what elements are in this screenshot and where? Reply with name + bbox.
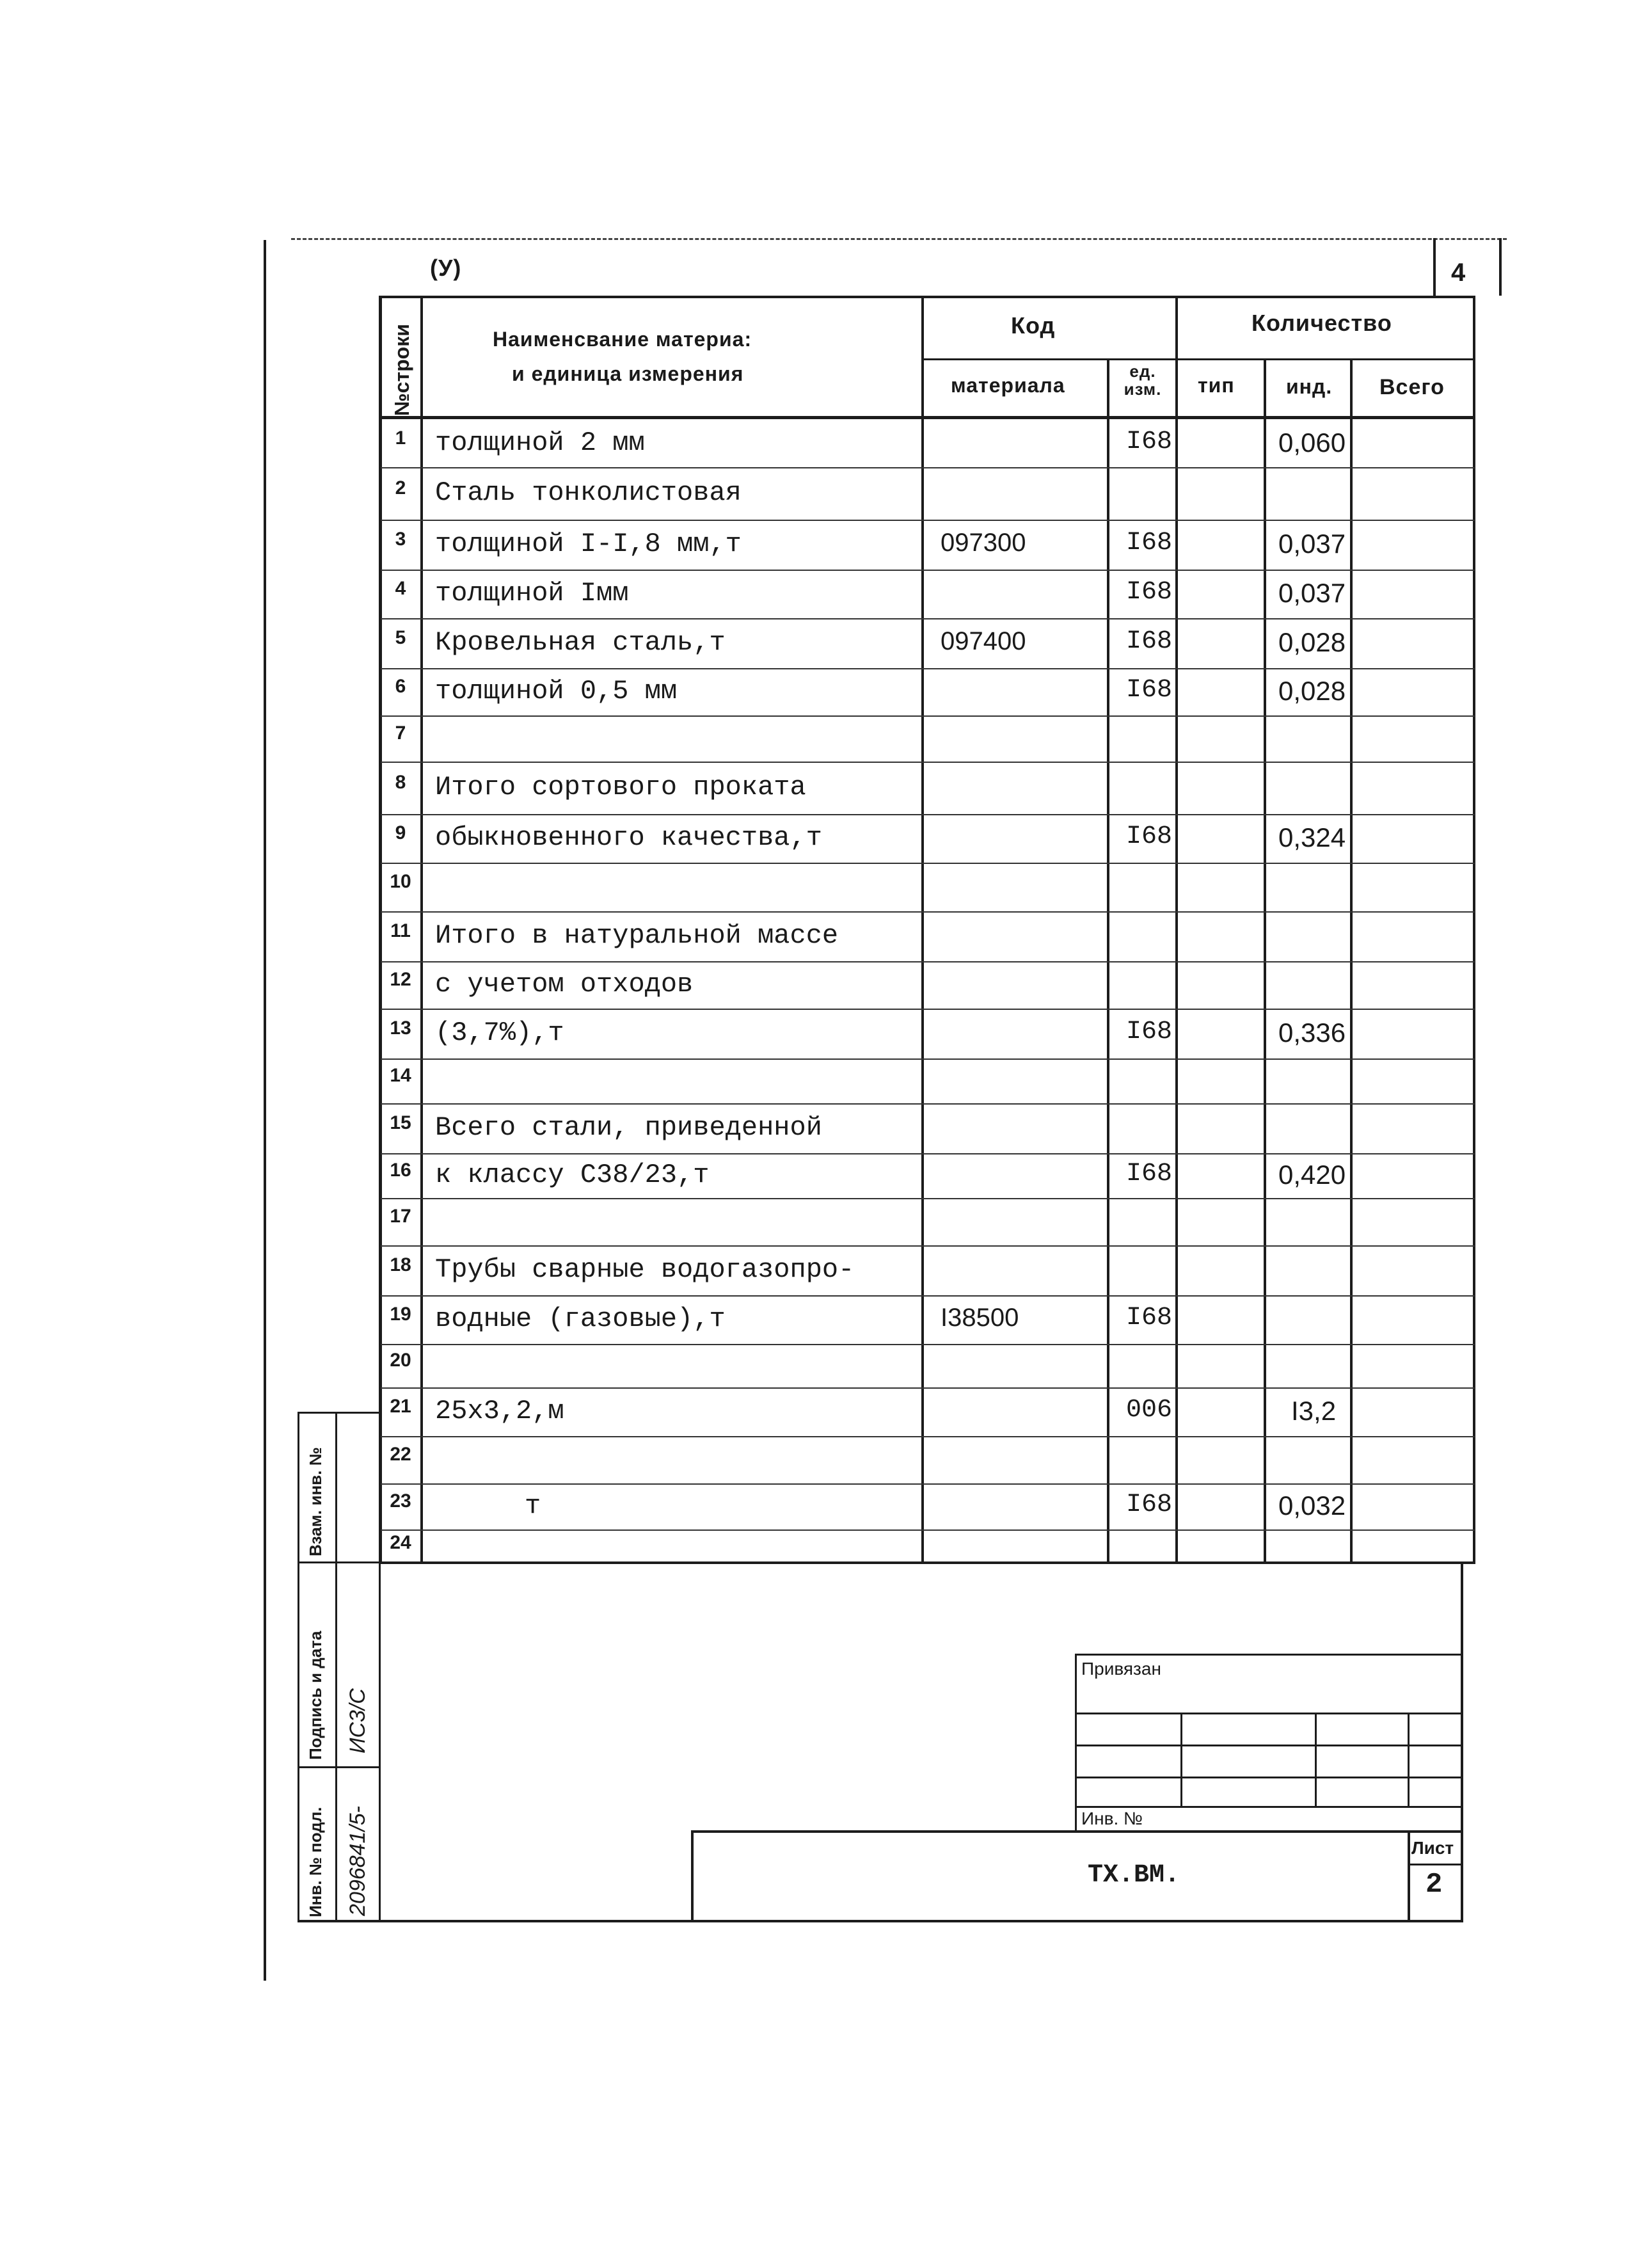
row-number: 16: [390, 1160, 411, 1181]
row-material-name: Итого в натуральной массе: [435, 920, 839, 951]
side-stamp-line-1: [298, 1561, 381, 1563]
row-qty-ind: 0,324: [1278, 822, 1346, 852]
row-separator: [381, 467, 1475, 468]
row-material-name: обыкновенного качества,т: [435, 822, 822, 853]
col-border-num: [420, 296, 423, 1563]
row-separator: [381, 814, 1475, 815]
row-material-name: Кровельная сталь,т: [435, 627, 726, 658]
row-separator: [381, 762, 1475, 763]
side-inv-value: 2096841/5-: [345, 1805, 370, 1916]
right-top-line: [1499, 238, 1502, 296]
left-margin-line: [264, 240, 266, 1981]
binding-label: Привязан: [1081, 1659, 1161, 1679]
row-number: 12: [390, 969, 411, 990]
row-material-name: т: [525, 1490, 541, 1521]
row-number: 17: [390, 1206, 411, 1227]
row-qty-ind: 0,028: [1278, 627, 1346, 657]
header-qty-ind: инд.: [1286, 375, 1333, 398]
row-separator: [381, 1344, 1475, 1345]
row-unit-code: I68: [1126, 427, 1173, 456]
top-sheet-number: 4: [1451, 259, 1466, 287]
row-unit-code: I68: [1126, 676, 1173, 705]
row-material-code: I38500: [941, 1304, 1019, 1332]
row-number: 11: [390, 920, 411, 941]
row-number: 6: [395, 676, 406, 697]
row-qty-ind: 0,336: [1278, 1018, 1346, 1048]
row-unit-code: I68: [1126, 1160, 1173, 1188]
row-material-name: Трубы сварные водогазопро-: [435, 1254, 855, 1285]
table-bottom-line: [379, 1561, 1475, 1564]
row-number: 13: [390, 1018, 411, 1039]
row-number: 21: [390, 1396, 411, 1417]
binding-row-line-4: [1075, 1806, 1463, 1808]
row-separator: [381, 1058, 1475, 1060]
row-material-name: с учетом отходов: [435, 969, 694, 1000]
stamp-title-left-line: [691, 1830, 694, 1922]
document-code: ТХ.ВМ.: [1088, 1861, 1180, 1890]
row-separator: [381, 1009, 1475, 1010]
binding-col-line-3: [1408, 1713, 1410, 1806]
row-number: 19: [390, 1304, 411, 1325]
binding-col-line-2: [1315, 1713, 1317, 1806]
header-qty-total: Всего: [1379, 375, 1445, 399]
row-material-name: к классу С38/23,т: [435, 1160, 710, 1190]
binding-row-line-1: [1075, 1713, 1463, 1714]
side-label-signature-date: Подпись и дата: [306, 1631, 325, 1760]
row-number: 20: [390, 1350, 411, 1371]
row-number: 9: [395, 822, 406, 843]
col-border-material: [1107, 358, 1109, 1563]
row-separator: [381, 911, 1475, 913]
header-quantity: Количество: [1251, 310, 1392, 336]
col-border-type: [1264, 358, 1266, 1563]
side-stamp-line-2: [298, 1766, 381, 1768]
row-separator: [381, 520, 1475, 521]
row-separator: [381, 715, 1475, 717]
row-separator: [381, 1295, 1475, 1297]
row-material-name: толщиной 0,5 мм: [435, 676, 678, 707]
row-separator: [381, 1245, 1475, 1247]
row-material-code: 097300: [941, 529, 1026, 557]
row-material-code: 097400: [941, 627, 1026, 655]
row-number: 14: [390, 1065, 411, 1086]
header-qty-type: тип: [1198, 374, 1235, 397]
row-number: 4: [395, 578, 406, 599]
row-material-name: Итого сортового проката: [435, 772, 806, 803]
row-unit-code: I68: [1126, 822, 1173, 851]
row-number: 7: [395, 723, 406, 744]
row-separator: [381, 863, 1475, 864]
sheet-number: 2: [1426, 1869, 1443, 1901]
sheet-box-line: [1433, 238, 1436, 296]
binding-row-line-3: [1075, 1777, 1463, 1778]
row-number: 24: [390, 1532, 411, 1553]
row-separator: [381, 1483, 1475, 1485]
row-material-name: Сталь тонколистовая: [435, 477, 742, 508]
row-separator: [381, 1529, 1475, 1531]
row-unit-code: 006: [1126, 1396, 1173, 1425]
row-separator: [381, 618, 1475, 619]
row-separator: [381, 668, 1475, 669]
col-border-unit: [1175, 296, 1178, 1563]
header-code-material: материала: [951, 374, 1065, 397]
row-unit-code: I68: [1126, 1018, 1173, 1046]
table-top-line: [381, 296, 1475, 298]
row-number: 2: [395, 477, 406, 499]
row-number: 22: [390, 1444, 411, 1465]
sheet-row-line: [1408, 1864, 1463, 1865]
row-material-name: толщиной I-I,8 мм,т: [435, 529, 742, 559]
header-name-line2: и единица измерения: [512, 362, 744, 385]
binding-row-line-2: [1075, 1745, 1463, 1746]
row-separator: [381, 1153, 1475, 1154]
row-qty-ind: 0,420: [1278, 1160, 1346, 1190]
header-code: Код: [1011, 312, 1056, 339]
row-number: 1: [395, 427, 406, 449]
row-number: 10: [390, 871, 411, 892]
side-label-inv-orig: Инв. № подл.: [306, 1807, 325, 1917]
row-number: 23: [390, 1490, 411, 1512]
row-material-name: водные (газовые),т: [435, 1304, 726, 1334]
sheet-label: Лист: [1411, 1838, 1454, 1858]
row-number: 18: [390, 1254, 411, 1275]
row-material-name: толщиной Iмм: [435, 578, 629, 609]
row-unit-code: I68: [1126, 529, 1173, 557]
row-separator: [381, 1198, 1475, 1199]
inv-number-label: Инв. №: [1081, 1809, 1143, 1828]
row-unit-code: I68: [1126, 627, 1173, 656]
row-qty-ind: 0,037: [1278, 529, 1346, 559]
header-mid-line: [923, 358, 1475, 360]
row-material-name: 25х3,2,м: [435, 1396, 564, 1426]
row-material-name: толщиной 2 мм: [435, 427, 645, 458]
row-qty-ind: 0,028: [1278, 676, 1346, 706]
row-number: 15: [390, 1112, 411, 1133]
side-sign-value: ИС3/С: [345, 1688, 370, 1753]
top-border: [291, 238, 1507, 240]
row-qty-ind: I3,2: [1291, 1396, 1337, 1426]
row-unit-code: I68: [1126, 578, 1173, 607]
header-code-unit: ед. изм.: [1124, 362, 1162, 399]
row-qty-ind: 0,037: [1278, 578, 1346, 608]
row-number: 3: [395, 529, 406, 550]
row-number: 8: [395, 772, 406, 793]
binding-col-line-1: [1180, 1713, 1182, 1806]
row-separator: [381, 1387, 1475, 1389]
row-material-name: (3,7%),т: [435, 1018, 564, 1048]
sheet-col-line: [1408, 1830, 1410, 1922]
col-border-right: [1473, 296, 1475, 1563]
document-mark: (У): [430, 255, 462, 281]
row-qty-ind: 0,032: [1278, 1490, 1346, 1521]
col-border-name: [921, 296, 924, 1563]
stamp-bottom-line: [298, 1920, 1463, 1922]
header-bottom-line: [381, 416, 1475, 419]
row-unit-code: I68: [1126, 1490, 1173, 1519]
row-qty-ind: 0,060: [1278, 427, 1346, 458]
header-row-number: №строки: [390, 324, 413, 416]
row-separator: [381, 570, 1475, 571]
col-border-ind: [1350, 358, 1353, 1563]
row-unit-code: I68: [1126, 1304, 1173, 1332]
row-separator: [381, 1103, 1475, 1105]
row-material-name: Всего стали, приведенной: [435, 1112, 822, 1143]
row-separator: [381, 961, 1475, 962]
row-separator: [381, 1436, 1475, 1437]
header-name-line1: Наименсвание материа:: [493, 328, 752, 351]
side-label-replace-inv: Взам. инв. №: [306, 1447, 325, 1556]
row-number: 5: [395, 627, 406, 648]
